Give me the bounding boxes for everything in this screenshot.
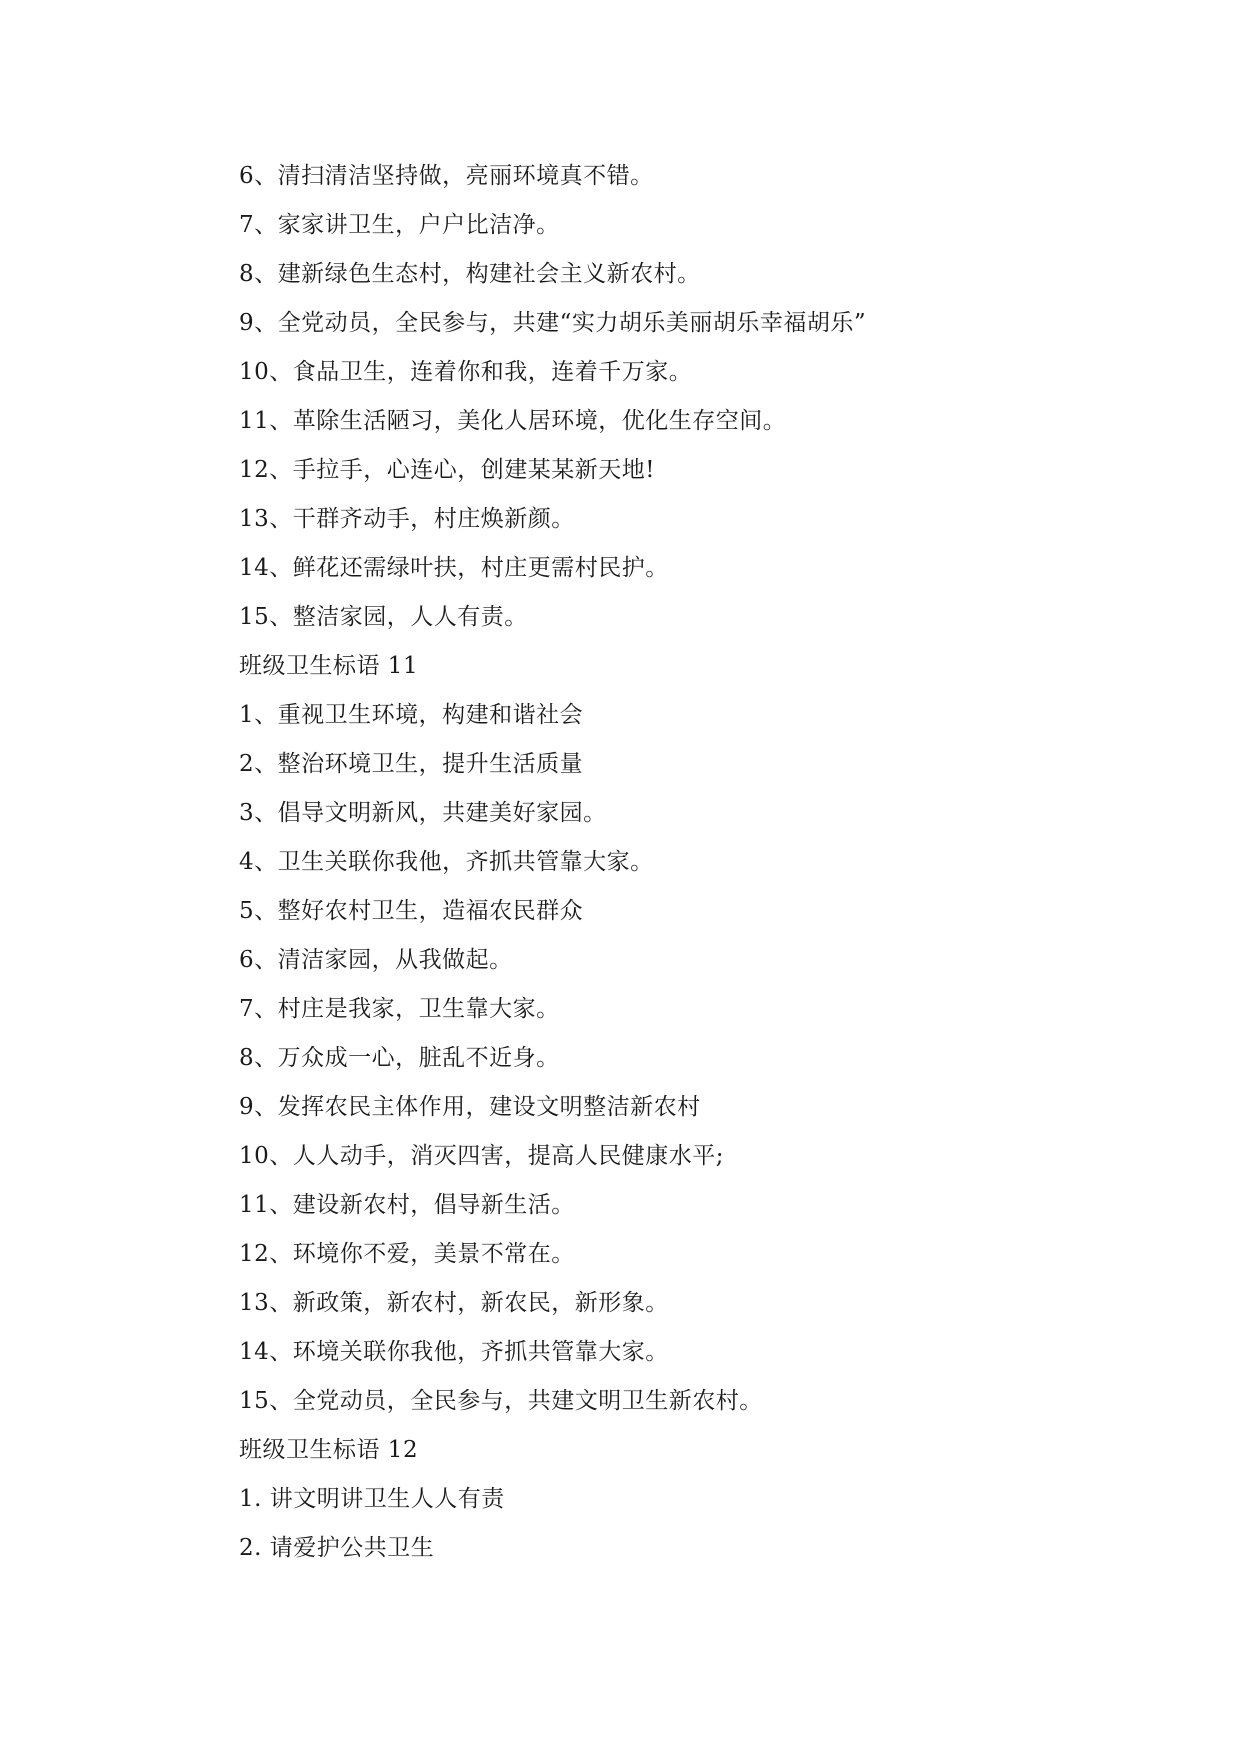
list-item: 5、整好农村卫生，造福农民群众 xyxy=(239,898,584,924)
list-item: 14、鲜花还需绿叶扶，村庄更需村民护。 xyxy=(239,555,669,581)
list-item: 9、发挥农民主体作用，建设文明整洁新农村 xyxy=(239,1094,701,1120)
list-item: 10、人人动手，消灭四害，提高人民健康水平; xyxy=(239,1143,725,1169)
document-body xyxy=(239,152,1039,1573)
list-item: 7、村庄是我家，卫生靠大家。 xyxy=(239,996,560,1022)
list-item: 1、重视卫生环境，构建和谐社会 xyxy=(239,702,584,728)
list-item: 12、环境你不爱，美景不常在。 xyxy=(239,1241,575,1267)
list-item: 2. 请爱护公共卫生 xyxy=(239,1535,435,1561)
list-item: 2、整治环境卫生，提升生活质量 xyxy=(239,751,584,777)
list-item: 14、环境关联你我他，齐抓共管靠大家。 xyxy=(239,1339,669,1365)
list-item: 4、卫生关联你我他，齐抓共管靠大家。 xyxy=(239,849,654,875)
list-item: 3、倡导文明新风，共建美好家园。 xyxy=(239,800,607,826)
list-item: 15、整洁家园，人人有责。 xyxy=(239,604,528,630)
list-item: 12、手拉手，心连心，创建某某新天地! xyxy=(239,457,656,483)
list-item: 11、建设新农村，倡导新生活。 xyxy=(239,1192,575,1218)
list-item: 6、清扫清洁坚持做，亮丽环境真不错。 xyxy=(239,163,654,189)
list-item: 7、家家讲卫生，户户比洁净。 xyxy=(239,212,560,238)
list-item: 1. 讲文明讲卫生人人有责 xyxy=(239,1486,505,1512)
section-heading: 班级卫生标语 12 xyxy=(239,1437,419,1463)
list-item: 8、万众成一心，脏乱不近身。 xyxy=(239,1045,560,1071)
list-item: 13、新政策，新农村，新农民，新形象。 xyxy=(239,1290,669,1316)
section-heading: 班级卫生标语 11 xyxy=(239,653,419,679)
list-item: 8、建新绿色生态村，构建社会主义新农村。 xyxy=(239,261,701,287)
list-item: 9、全党动员，全民参与，共建“实力胡乐美丽胡乐幸福胡乐” xyxy=(239,310,867,336)
list-item: 6、清洁家园，从我做起。 xyxy=(239,947,513,973)
list-item: 11、革除生活陋习，美化人居环境，优化生存空间。 xyxy=(239,408,787,434)
list-item: 15、全党动员，全民参与，共建文明卫生新农村。 xyxy=(239,1388,763,1414)
list-item: 13、干群齐动手，村庄焕新颜。 xyxy=(239,506,575,532)
list-item: 10、食品卫生，连着你和我，连着千万家。 xyxy=(239,359,693,385)
